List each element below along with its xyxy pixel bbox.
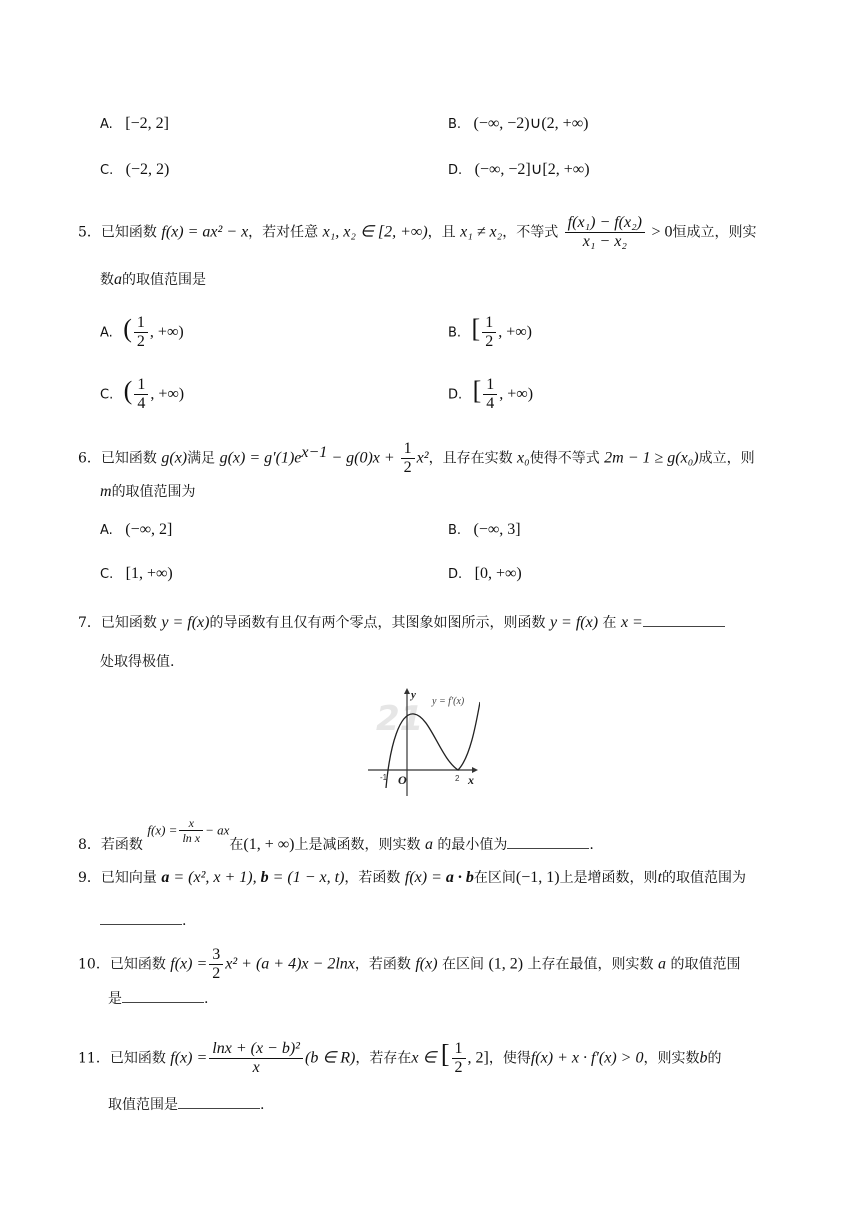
answer-blank: [100, 910, 182, 925]
math: y = f(x): [549, 614, 599, 631]
question-number: 7．: [78, 615, 101, 631]
option-math: (−∞, 2]: [125, 521, 173, 538]
text: 上是增函数，则: [559, 870, 658, 886]
derivative-graph: [360, 684, 480, 808]
denominator: 4: [486, 395, 495, 412]
text: 的取值范围: [670, 956, 741, 973]
question-number: 5．: [78, 224, 101, 241]
numerator: x: [179, 816, 203, 831]
option-math: (−2, 2): [125, 161, 170, 178]
math: (1, 2): [488, 955, 524, 973]
text: 的: [707, 1050, 722, 1067]
tick-label-2: 2: [455, 774, 460, 783]
text: 恒成立，则实: [672, 224, 757, 241]
math: f(x) = ax² − x: [161, 223, 249, 241]
text: 若函数: [100, 837, 143, 853]
answer-blank: [643, 612, 725, 627]
fraction: [209, 1040, 303, 1077]
q6-stem: [78, 440, 755, 477]
text: ，若函数: [354, 956, 411, 973]
fraction: [134, 314, 148, 351]
option-math: [−2, 2]: [125, 115, 169, 132]
option-label: B.: [448, 325, 462, 341]
math: a: [424, 836, 433, 853]
denominator: x₁ − x₂: [582, 233, 627, 250]
text: 已知函数: [100, 615, 157, 631]
q6-option-c: [100, 564, 173, 585]
text: 数: [100, 272, 114, 288]
q5-option-b: [448, 314, 532, 351]
y-axis-arrow: [404, 688, 410, 694]
math: y = f(x): [161, 614, 210, 631]
bracket: [: [472, 375, 482, 405]
option-math: (−∞, 3]: [473, 521, 521, 538]
text: 的取值范围是: [122, 272, 206, 288]
fraction: [179, 816, 203, 845]
q6-option-b: [448, 520, 521, 541]
curve-label: y = f′(x): [432, 696, 465, 707]
numerator: 1: [483, 376, 497, 395]
denominator: ln x: [182, 831, 201, 845]
q11-stem-line2: [108, 1094, 264, 1115]
math: = (1 − x, t): [268, 869, 345, 886]
text: 在: [229, 837, 244, 853]
q8-function: [147, 816, 229, 845]
q6-option-d: [448, 564, 522, 585]
text: 在区间: [441, 956, 484, 973]
math: x₁, x₂ ∈ [2, +∞): [322, 223, 428, 241]
text: ，若存在: [355, 1050, 412, 1067]
text: 已知函数: [109, 956, 166, 973]
text: 的导函数有且仅有两个零点，其图象如图所示，则函数: [209, 615, 546, 631]
denominator: 2: [212, 965, 221, 982]
denominator: 2: [136, 333, 145, 350]
answer-blank: [178, 1094, 260, 1109]
bracket: [: [471, 313, 481, 343]
math: x² + (a + 4)x − 2lnx: [225, 955, 355, 973]
answer-blank: [507, 834, 589, 849]
denominator: x: [252, 1059, 260, 1076]
q6-stem-line2: [100, 482, 196, 502]
option-label: D.: [448, 163, 463, 178]
bracket: [: [440, 1039, 450, 1069]
math: a: [114, 271, 122, 288]
math: f(x): [415, 955, 438, 973]
math: x =: [620, 614, 643, 631]
text: .: [204, 991, 209, 1007]
watermark: 21: [376, 699, 424, 739]
bracket: (: [123, 313, 132, 343]
fraction: [483, 376, 497, 413]
math: , +∞): [498, 323, 532, 341]
math: x₁ ≠ x₂: [460, 223, 503, 241]
fraction: [134, 376, 148, 413]
text: .: [260, 1097, 265, 1113]
text: ，且存在实数: [428, 450, 513, 467]
q4-option-a: [100, 114, 169, 135]
x-axis-label: x: [468, 773, 474, 787]
question-number: 11．: [78, 1050, 110, 1067]
text: 满足: [187, 450, 216, 467]
text: 的取值范围为: [662, 870, 747, 886]
denominator: 2: [403, 459, 412, 476]
text: 的最小值为: [437, 837, 508, 853]
option-math: [0, +∞): [474, 565, 522, 582]
text: ，且: [427, 224, 456, 241]
math: x₀: [517, 449, 530, 467]
math: , +∞): [150, 385, 185, 403]
denominator: 4: [137, 395, 146, 412]
math: f(x) =: [404, 869, 446, 886]
vector-a: a: [161, 869, 170, 886]
math: , +∞): [149, 323, 184, 341]
graph-svg: [360, 684, 480, 804]
math: x²: [416, 449, 429, 467]
numerator: 1: [134, 376, 148, 395]
text: 处取得极值.: [100, 654, 175, 670]
numerator: 1: [452, 1040, 466, 1059]
math: , 2]: [467, 1049, 489, 1067]
q9-stem: [78, 868, 746, 888]
text: 成立，则: [698, 450, 755, 467]
fraction: [452, 1040, 466, 1077]
text: 在: [602, 615, 617, 631]
option-label: D.: [448, 387, 463, 403]
math: m: [100, 483, 112, 500]
q5-stem-line2: [100, 270, 206, 290]
text: 的取值范围为: [111, 484, 196, 500]
text: .: [589, 837, 594, 853]
fraction: [401, 440, 415, 477]
option-math: [1, +∞): [125, 565, 173, 582]
numerator: 1: [401, 440, 415, 459]
q7-stem: [78, 612, 725, 633]
math: b: [699, 1049, 708, 1067]
option-label: B.: [448, 523, 462, 538]
numerator: 1: [482, 314, 496, 333]
option-label: C.: [100, 567, 114, 582]
option-label: A.: [100, 325, 113, 341]
text: 是: [108, 991, 122, 1007]
numerator: 3: [209, 946, 223, 965]
numerator: lnx + (x − b)²: [209, 1040, 303, 1059]
q7-stem-line2: [100, 652, 174, 672]
text: 已知函数: [109, 1050, 166, 1067]
q6-option-a: [100, 520, 172, 541]
math: t: [657, 869, 663, 886]
math: g(x): [161, 449, 188, 467]
text: 已知函数: [100, 224, 157, 241]
answer-blank: [122, 988, 204, 1003]
q10-stem: [78, 946, 740, 983]
option-label: A.: [100, 117, 113, 132]
q4-option-c: [100, 160, 169, 181]
question-number: 8．: [78, 837, 101, 853]
text: 已知向量: [100, 870, 157, 886]
math: > 0: [651, 223, 673, 241]
math: x ∈: [411, 1049, 437, 1067]
option-label: C.: [100, 163, 114, 178]
text: 上存在最值，则实数: [527, 956, 654, 973]
math: 2m − 1 ≥ g(x₀): [604, 449, 699, 467]
math: − g(0)x +: [327, 449, 399, 467]
q5-option-a: [100, 314, 184, 351]
numerator: f(x₁) − f(x₂): [565, 214, 645, 233]
fraction: [565, 214, 645, 251]
math: (b ∈ R): [304, 1049, 356, 1067]
math: , +∞): [499, 385, 534, 403]
text: ，若函数: [344, 870, 401, 886]
math: g(x) = g′(1)e: [219, 449, 302, 467]
math: f(x) + x · f′(x) > 0: [530, 1049, 644, 1067]
text: 取值范围是: [108, 1097, 178, 1113]
text: ，则实数: [643, 1050, 700, 1067]
q11-stem: [78, 1040, 721, 1077]
text: ，不等式: [502, 224, 559, 241]
math: a · b: [445, 869, 474, 886]
denominator: 2: [454, 1059, 463, 1076]
exponent: x−1: [301, 443, 328, 461]
math: a: [658, 955, 666, 973]
option-math: (−∞, −2)∪(2, +∞): [473, 115, 589, 132]
math: − ax: [205, 822, 230, 838]
math: f(x) =: [170, 1049, 208, 1067]
option-label: A.: [100, 523, 113, 538]
math: = (x², x + 1),: [169, 869, 261, 886]
fraction: [209, 946, 223, 983]
vector-b: b: [260, 869, 269, 886]
denominator: 2: [485, 333, 494, 350]
option-math: (−∞, −2]∪[2, +∞): [474, 161, 590, 178]
text: 使得不等式: [529, 450, 600, 467]
option-label: C.: [100, 387, 114, 403]
fraction: [482, 314, 496, 351]
text: .: [182, 913, 187, 929]
q4-option-b: [448, 114, 588, 135]
text: ，使得: [488, 1050, 531, 1067]
math: f(x) =: [170, 955, 208, 973]
text: 在区间: [473, 870, 516, 886]
q5-option-c: [100, 376, 184, 413]
option-label: B.: [448, 117, 462, 132]
text: 上是减函数，则实数: [294, 837, 421, 853]
numerator: 1: [134, 314, 148, 333]
q9-stem-line2: [100, 910, 186, 931]
q4-option-d: [448, 160, 590, 181]
math: (−1, 1): [515, 869, 560, 886]
question-number: 10．: [78, 956, 110, 973]
math: (1, + ∞): [243, 836, 295, 853]
text: ，若对任意: [248, 224, 319, 241]
bracket: (: [123, 375, 133, 405]
math: f(x) =: [147, 822, 178, 838]
option-label: D.: [448, 567, 463, 582]
q5-option-d: [448, 376, 533, 413]
question-number: 9．: [78, 870, 101, 886]
tick-label-neg1: -1: [380, 773, 388, 782]
q10-stem-line2: [108, 988, 208, 1009]
y-axis-label: y: [411, 689, 416, 701]
text: 已知函数: [100, 450, 157, 467]
q8-stem: [78, 816, 594, 855]
origin-label: O: [398, 773, 407, 787]
question-number: 6．: [78, 450, 101, 467]
q5-stem: [78, 214, 756, 251]
